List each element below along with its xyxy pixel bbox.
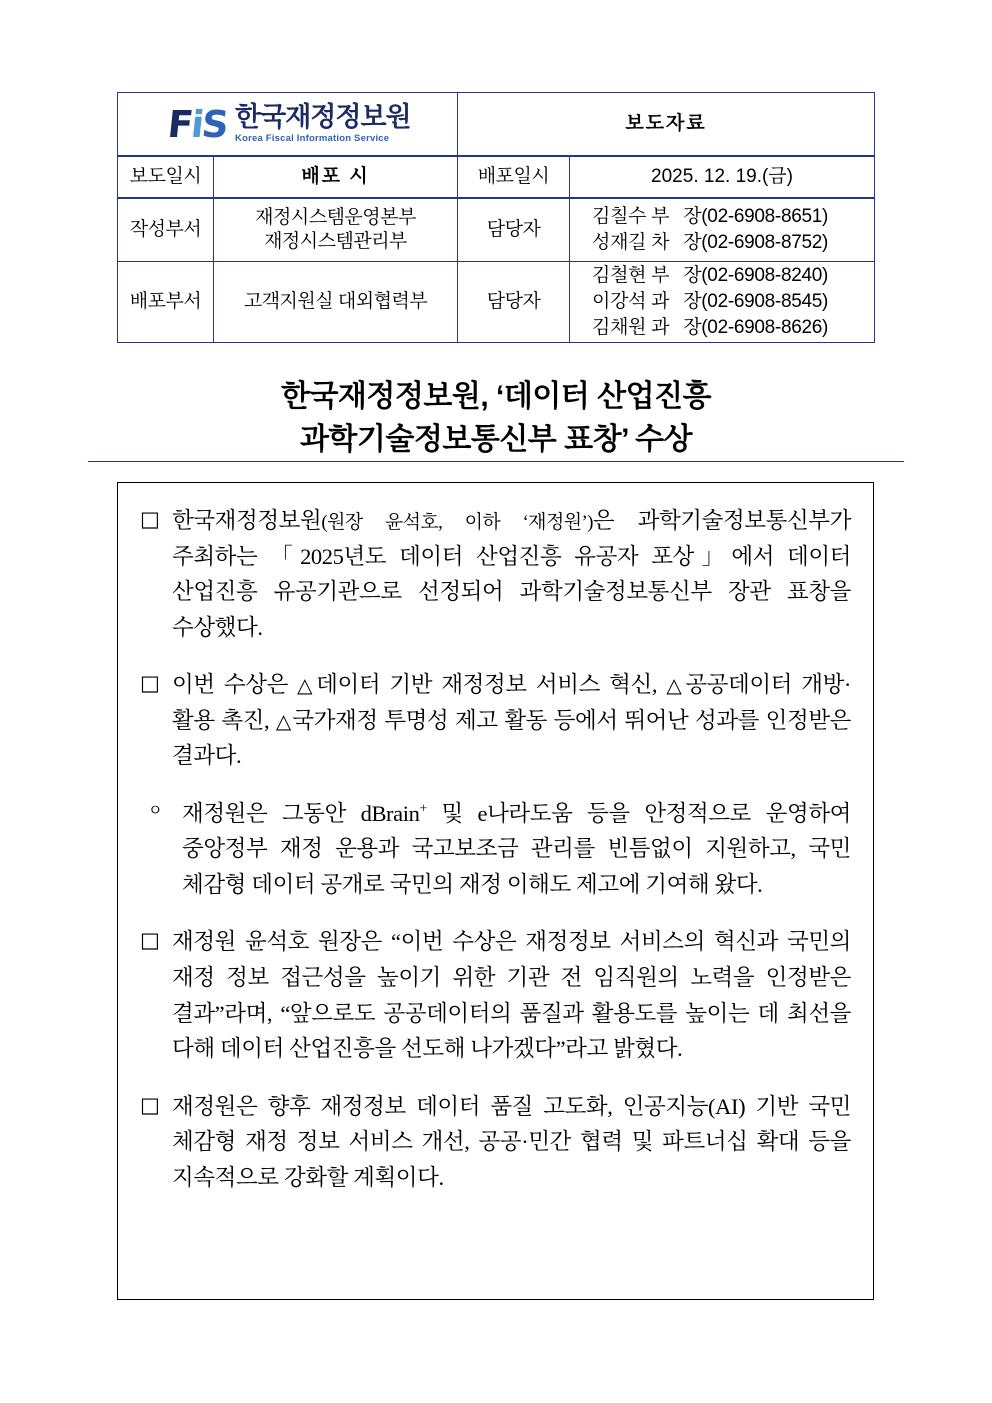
inline-note: (원장 윤석호, 이하 ‘재정원’) — [321, 512, 593, 533]
logo-english-name: Korea Fiscal Information Service — [235, 133, 390, 145]
document-type-title: 보도자료 — [458, 93, 875, 157]
paragraph-text: 재정원 윤석호 원장은 “이번 수상은 재정정보 서비스의 혁신과 국민의 재정 정보 접근성을 높이기 위한 기관 전 임직원의 노력을 인정받은 결과”라며, “앞으로도 공공데이터의 품질과 활용도를 높이는 데 최선을 다해 데이터 산업진흥을 선도해 나가겠다”라고 밝혔다. — [172, 929, 851, 1062]
page-title-line1: 한국재정정보원, ‘데이터 산업진흥 — [280, 380, 712, 413]
contact-line — [592, 230, 874, 256]
distribution-date-label: 배포일시 — [458, 156, 570, 198]
distribution-dept-value: 고객지원실 대외협력부 — [214, 262, 458, 343]
contact-line — [592, 204, 874, 230]
contact-line — [592, 315, 874, 341]
title-divider-rule — [88, 461, 904, 462]
contact-title-phone: 장(02-6908-8545) — [683, 290, 829, 312]
contact-name: 성재길 차 — [592, 232, 670, 253]
contact-lines-distributor — [570, 263, 874, 342]
body-paragraph — [140, 667, 851, 774]
author-contact-list — [570, 198, 875, 262]
author-dept-line2: 재정시스템관리부 — [264, 231, 407, 252]
body-paragraph — [140, 924, 851, 1066]
header-info-table — [117, 92, 875, 343]
distribution-dept-label: 배포부서 — [118, 262, 214, 343]
table-row-author-dept — [118, 198, 875, 262]
page-title-line2: 과학기술정보통신부 표창’ 수상 — [299, 422, 693, 456]
paragraph-list — [140, 503, 851, 1195]
logo-letter-i: i — [189, 102, 205, 146]
square-bullet-icon: □ — [140, 928, 160, 953]
paragraph-text: 재정원은 그동안 dBrain+ 및 e나라도움 등을 안정적으로 운영하여 중앙정부 재정 운용과 국고보조금 관리를 빈틈없이 지원하고, 국민 체감형 데이터 공개로 국민의 재정 이해도 제고에 기여해 왔다. — [182, 800, 851, 897]
author-dept-value — [214, 198, 458, 262]
paragraph-text: 이번 수상은 △데이터 기반 재정정보 서비스 혁신, △공공데이터 개방·활용 촉진, △국가재정 투명성 제고 활동 등에서 뛰어난 성과를 인정받은 결과다. — [172, 672, 851, 769]
notice-date-value: 배포 시 — [214, 156, 458, 198]
author-dept-label: 작성부서 — [118, 198, 214, 262]
body-paragraph — [140, 796, 851, 903]
contact-name: 김철현 부 — [592, 264, 670, 286]
contact-title-phone: 장(02-6908-8752) — [683, 232, 829, 253]
square-bullet-icon: □ — [140, 507, 160, 531]
fis-logo — [118, 93, 457, 155]
logo-letter-f: F — [166, 102, 194, 146]
square-bullet-icon: □ — [140, 671, 160, 696]
contact-name: 이강석 과 — [592, 290, 670, 312]
contact-title-phone: 장(02-6908-8626) — [683, 317, 829, 339]
distribution-contact-list — [570, 262, 875, 343]
table-row-notice-date — [118, 156, 875, 198]
contact-name: 김칠수 부 — [592, 205, 670, 227]
table-row-distribution-dept — [118, 262, 875, 343]
page-title — [0, 376, 992, 461]
header-table-container — [117, 92, 874, 343]
circle-bullet-icon: ㅇ — [148, 800, 163, 819]
paragraph-text: 한국재정정보원(원장 윤석호, 이하 ‘재정원’)은 과학기술정보통신부가 주최하는 「2025년도 데이터 산업진흥 유공자 포상」에서 데이터 산업진흥 유공기관으로 선정되어 과학기술정보통신부 장관 표창을 수상했다. — [172, 508, 851, 640]
contact-title-phone: 장(02-6908-8651) — [683, 205, 829, 227]
author-contact-label: 담당자 — [458, 198, 570, 262]
table-row-masthead — [118, 93, 875, 157]
notice-date-label: 보도일시 — [118, 156, 214, 198]
author-dept-line1: 재정시스템운영본부 — [255, 206, 416, 228]
contact-lines-author — [570, 204, 874, 256]
distribution-date-value: 2025. 12. 19.(금) — [570, 156, 875, 198]
contact-title-phone: 장(02-6908-8240) — [683, 264, 829, 286]
contact-name: 김채원 과 — [592, 317, 670, 339]
distribution-contact-label: 담당자 — [458, 262, 570, 343]
contact-line — [592, 263, 874, 289]
logo-cell — [118, 93, 458, 157]
body-paragraph — [140, 1089, 851, 1196]
fis-logomark-icon — [166, 102, 230, 146]
superscript-plus: + — [419, 801, 427, 817]
paragraph-text: 재정원은 향후 재정정보 데이터 품질 고도화, 인공지능(AI) 기반 국민 체감형 재정 정보 서비스 개선, 공공·민간 협력 및 파트너십 확대 등을 지속적으로 강화할 계획이다. — [172, 1093, 851, 1190]
logo-korean-name: 한국재정정보원 — [235, 102, 411, 133]
body-paragraph — [140, 503, 851, 645]
triangle-marker-icon: △ — [297, 673, 317, 698]
contact-line — [592, 289, 874, 315]
square-bullet-icon: □ — [140, 1092, 160, 1117]
triangle-marker-icon: △ — [666, 673, 686, 698]
logo-wordmark — [235, 104, 411, 144]
triangle-marker-icon: △ — [275, 708, 293, 733]
logo-letter-s: S — [200, 102, 230, 146]
body-content-box — [117, 482, 874, 1300]
